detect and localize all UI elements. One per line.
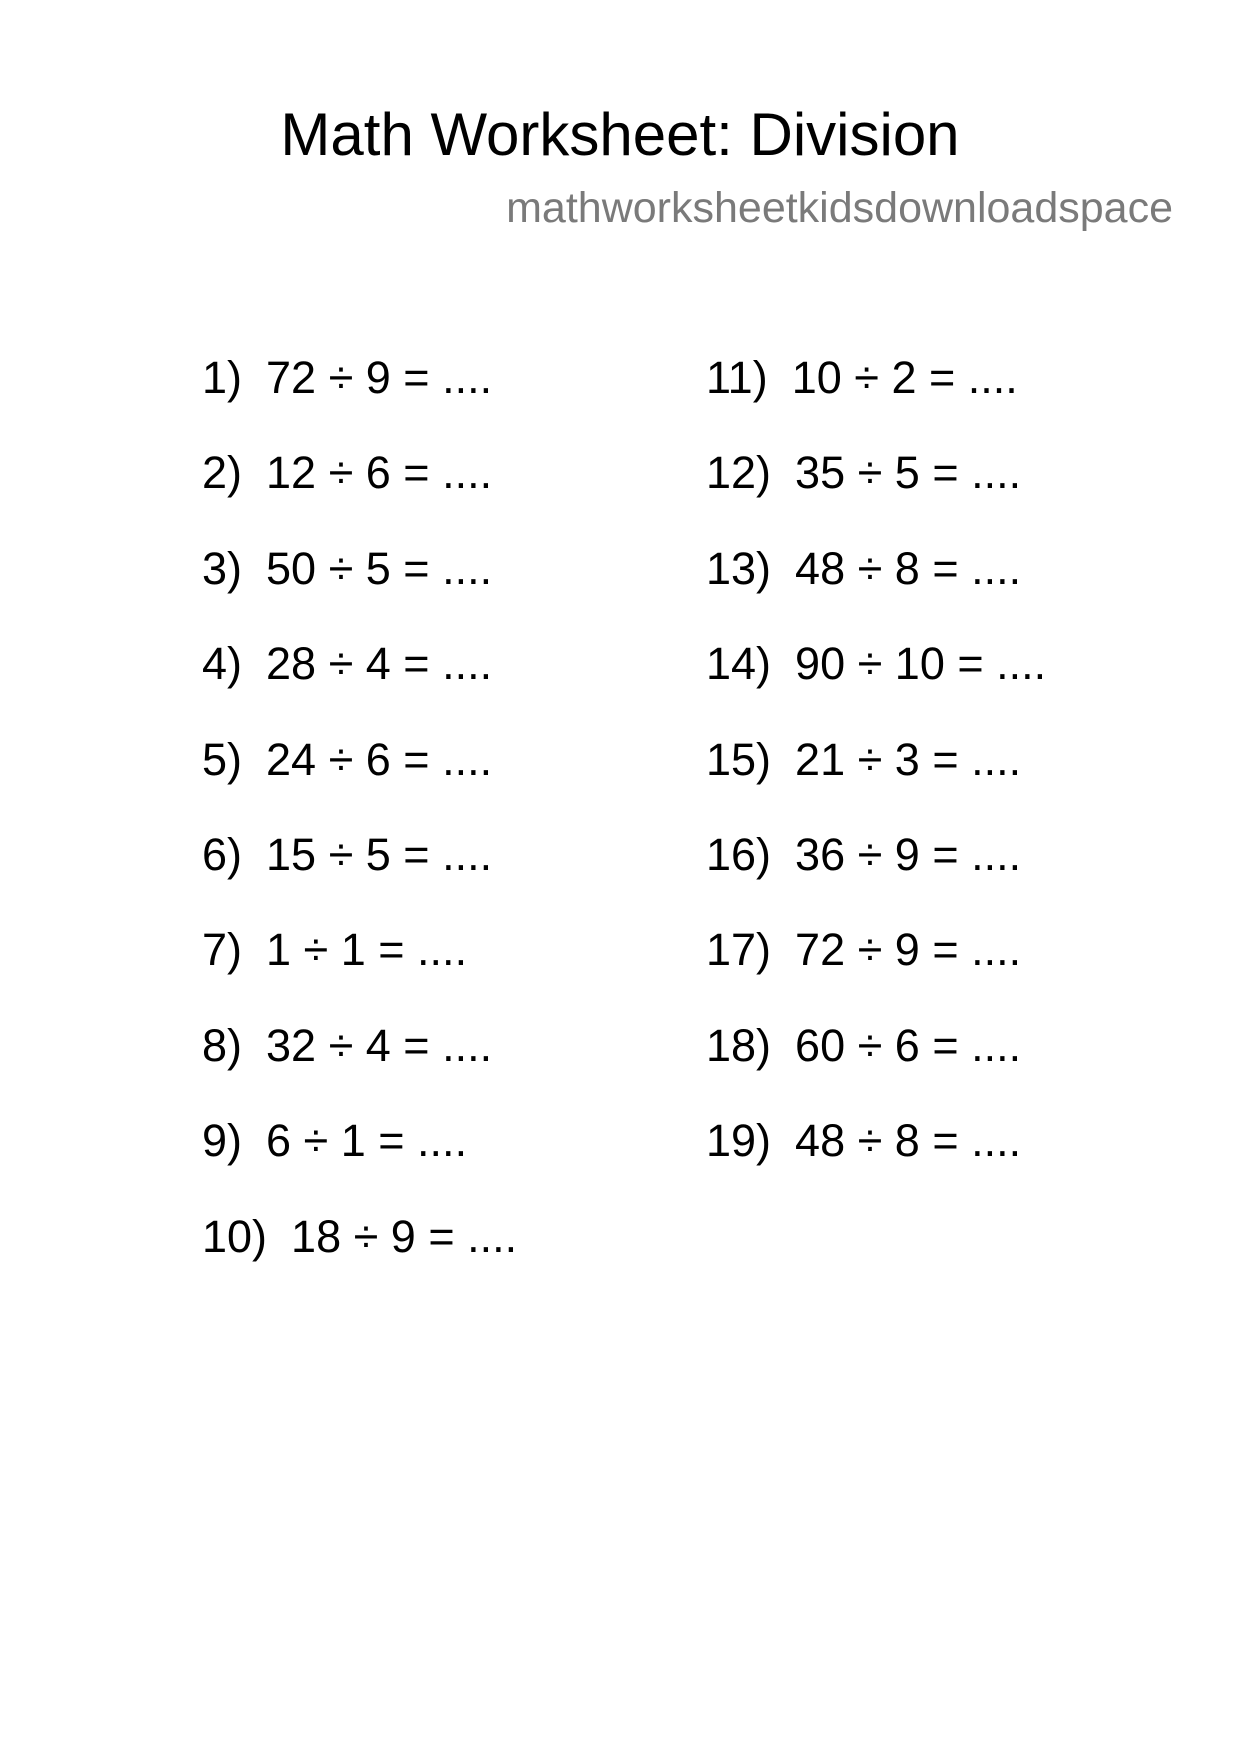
problem-item bbox=[706, 1018, 1046, 1113]
problem-item bbox=[202, 1209, 517, 1304]
problem-number: 5) bbox=[202, 733, 243, 785]
problem-number: 2) bbox=[202, 447, 243, 499]
problem-column-left bbox=[202, 350, 517, 1304]
problem-number: 13) bbox=[706, 542, 772, 594]
problem-expression: 72 ÷ 9 = .... bbox=[266, 352, 493, 403]
problem-item bbox=[202, 922, 517, 1017]
problem-item bbox=[202, 827, 517, 922]
problem-expression: 32 ÷ 4 = .... bbox=[266, 1019, 493, 1071]
problem-item bbox=[706, 636, 1046, 731]
problem-expression: 36 ÷ 9 = .... bbox=[795, 828, 1022, 880]
problem-number: 19) bbox=[706, 1115, 772, 1167]
problem-item bbox=[706, 922, 1046, 1017]
problem-expression: 35 ÷ 5 = .... bbox=[795, 447, 1022, 499]
problem-number: 8) bbox=[202, 1019, 243, 1071]
problem-number: 12) bbox=[706, 447, 772, 499]
problem-number: 16) bbox=[706, 828, 772, 880]
problem-number: 17) bbox=[706, 924, 772, 976]
problem-item bbox=[202, 636, 517, 731]
problem-item bbox=[706, 1113, 1046, 1208]
problem-expression: 12 ÷ 6 = .... bbox=[266, 447, 493, 499]
problem-item bbox=[202, 1113, 517, 1208]
problem-number: 6) bbox=[202, 828, 243, 880]
problem-expression: 48 ÷ 8 = .... bbox=[795, 1115, 1022, 1167]
problem-expression: 28 ÷ 4 = .... bbox=[266, 638, 493, 690]
source-label: mathworksheetkidsdownloadspace bbox=[506, 184, 1173, 232]
problem-expression: 18 ÷ 9 = .... bbox=[291, 1210, 518, 1262]
problem-expression: 21 ÷ 3 = .... bbox=[795, 733, 1022, 785]
problem-item bbox=[706, 350, 1046, 445]
problem-number: 3) bbox=[202, 542, 243, 594]
problem-expression: 60 ÷ 6 = .... bbox=[795, 1019, 1022, 1071]
problem-number: 9) bbox=[202, 1115, 243, 1167]
problem-expression: 90 ÷ 10 = .... bbox=[795, 638, 1047, 690]
problem-number: 18) bbox=[706, 1019, 772, 1071]
problem-expression: 72 ÷ 9 = .... bbox=[795, 924, 1022, 976]
problem-expression: 1 ÷ 1 = .... bbox=[266, 924, 468, 976]
problem-number: 10) bbox=[202, 1210, 268, 1262]
problem-expression: 50 ÷ 5 = .... bbox=[266, 542, 493, 594]
problem-expression: 10 ÷ 2 = .... bbox=[791, 352, 1018, 403]
problem-number: 14) bbox=[706, 638, 772, 690]
problem-column-right bbox=[706, 350, 1046, 1209]
problem-item bbox=[202, 732, 517, 827]
problem-expression: 15 ÷ 5 = .... bbox=[266, 828, 493, 880]
problem-item bbox=[202, 541, 517, 636]
problem-item bbox=[706, 827, 1046, 922]
problem-item bbox=[706, 541, 1046, 636]
problem-item bbox=[706, 732, 1046, 827]
problem-number: 7) bbox=[202, 924, 243, 976]
problem-number: 11) bbox=[706, 352, 768, 403]
problem-expression: 6 ÷ 1 = .... bbox=[266, 1115, 468, 1167]
problem-number: 15) bbox=[706, 733, 772, 785]
problem-item bbox=[202, 1018, 517, 1113]
problem-number: 1) bbox=[202, 352, 243, 403]
worksheet-title: Math Worksheet: Division bbox=[280, 101, 960, 168]
problem-expression: 48 ÷ 8 = .... bbox=[795, 542, 1022, 594]
problem-item bbox=[706, 445, 1046, 540]
problem-number: 4) bbox=[202, 638, 243, 690]
problem-item bbox=[202, 350, 517, 445]
problem-item bbox=[202, 445, 517, 540]
problem-expression: 24 ÷ 6 = .... bbox=[266, 733, 493, 785]
